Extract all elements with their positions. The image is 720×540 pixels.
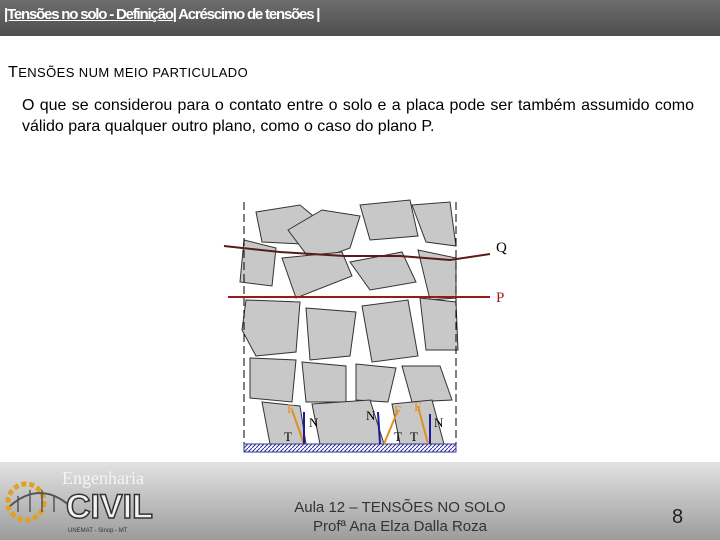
grain	[356, 364, 396, 402]
logo-sub-text: UNEMAT - Sinop - MT	[68, 528, 128, 534]
footer-lesson-title: Aula 12 – TENSÕES NO SOLO	[294, 499, 506, 516]
logo-top-text: Engenharia	[62, 468, 144, 488]
engenharia-civil-logo	[4, 466, 164, 538]
base-plate	[244, 444, 456, 452]
footer-teacher-name: Profª Ana Elza Dalla Roza	[313, 518, 487, 535]
force-label-f2: F	[394, 403, 402, 418]
force-label-t2: T	[394, 429, 402, 444]
section-title-initial: T	[8, 64, 19, 81]
grain	[302, 362, 346, 402]
page-number: 8	[672, 506, 684, 528]
grain	[420, 298, 458, 350]
force-label-t3: T	[410, 429, 418, 444]
soil-grains	[240, 200, 458, 444]
grain	[402, 366, 452, 402]
body-paragraph: O que se considerou para o contato entre o solo e a placa pode ser também assumido como válido para qualquer outro plano, como o caso do plano P.	[22, 97, 694, 135]
grain	[240, 240, 276, 286]
force-label-f1: F	[287, 401, 295, 416]
force-label-t1: T	[284, 429, 292, 444]
force-label-f3: F	[414, 399, 422, 414]
grain	[360, 200, 418, 240]
header-rest: | Acréscimo de tensões |	[172, 6, 320, 23]
section-title-rest: ENSÕES NUM MEIO PARTICULADO	[18, 65, 249, 80]
grain	[412, 202, 456, 246]
plane-p-label: P	[496, 290, 505, 306]
plane-q-label: Q	[496, 240, 507, 256]
force-label-n3: N	[434, 415, 444, 430]
grain	[242, 300, 300, 356]
grain	[250, 358, 296, 402]
grain	[282, 252, 352, 298]
logo-main-text: CIVIL	[66, 488, 153, 526]
force-label-n1: N	[309, 415, 319, 430]
bridge-icon	[10, 493, 70, 506]
header-link-definicao[interactable]: |Tensões no solo - Definição	[4, 6, 173, 23]
grain	[306, 308, 356, 360]
force-label-n2: N	[366, 408, 376, 423]
grain	[362, 300, 418, 362]
grain	[350, 252, 416, 290]
